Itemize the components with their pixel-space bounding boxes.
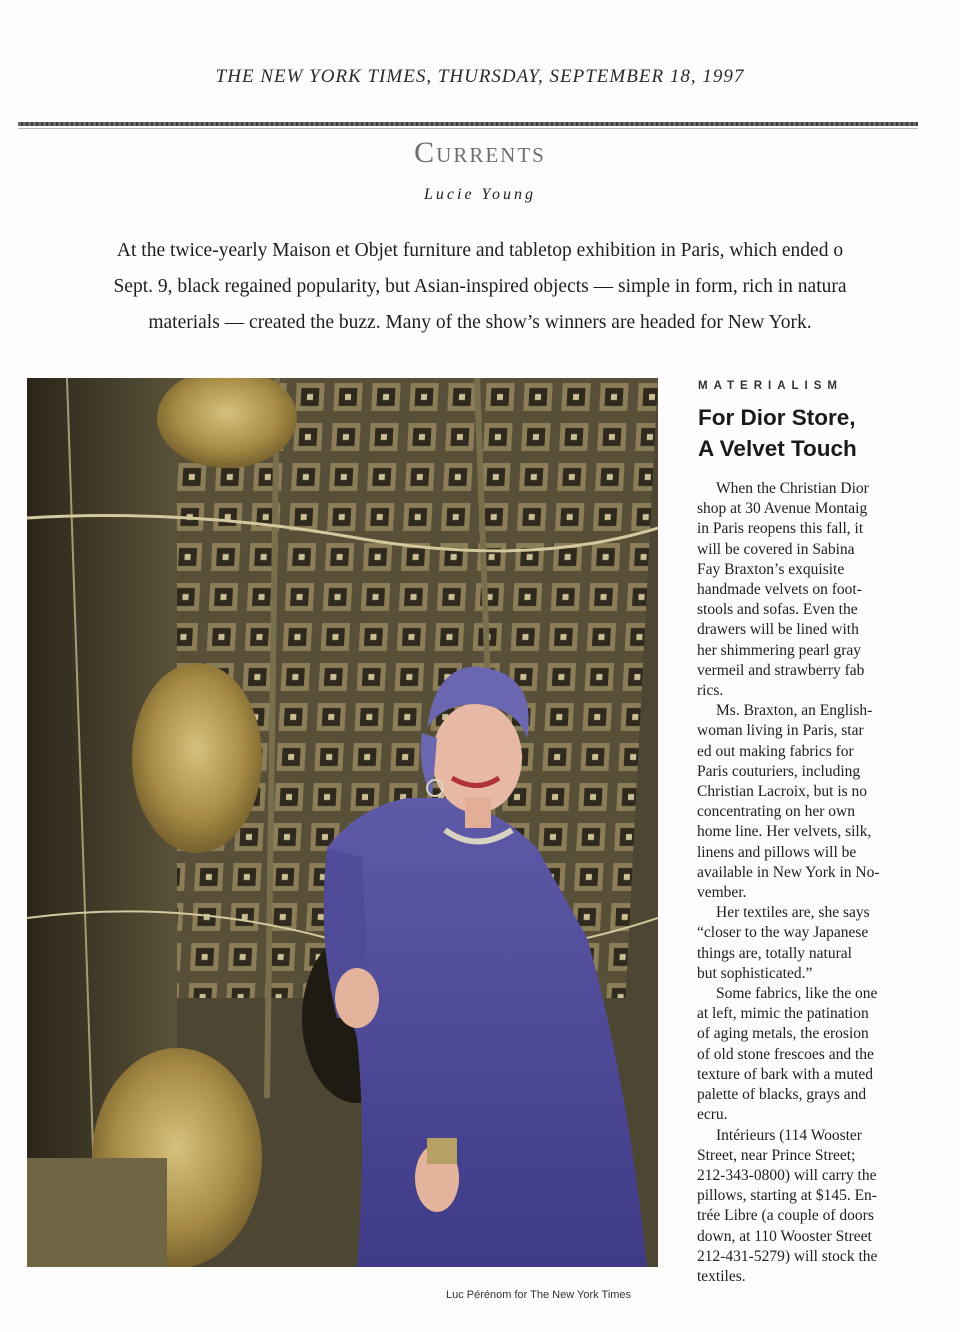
header-rule-thin: [18, 128, 918, 129]
body-line: things are, totally natural: [697, 944, 852, 962]
body-line: will be covered in Sabina: [697, 540, 855, 558]
body-line: stools and sofas. Even the: [697, 601, 858, 619]
sidebar-body: [697, 479, 945, 1287]
lead-line: At the twice-yearly Maison et Objet furniture and tabletop exhibition in Paris, which ended o: [116, 240, 844, 261]
body-line: woman living in Paris, star: [697, 722, 864, 740]
body-line: vember.: [697, 884, 747, 902]
body-line: Christian Lacroix, but is no: [697, 783, 868, 801]
sidebar-kicker: MATERIALISM: [698, 380, 844, 392]
body-line: her shimmering pearl gray: [697, 641, 861, 659]
body-line: Intérieurs (114 Wooster: [716, 1126, 862, 1144]
sidebar-headline: [698, 402, 938, 464]
body-line: down, at 110 Wooster Street: [697, 1227, 872, 1245]
body-line: home line. Her velvets, silk,: [697, 823, 872, 841]
photo-credit: Luc Pérénom for The New York Times: [446, 1289, 632, 1301]
body-line: ecru.: [697, 1106, 728, 1124]
body-line: but sophisticated.”: [697, 964, 813, 982]
body-line: 212-343-0800) will carry the: [697, 1166, 877, 1184]
header-rule: [18, 122, 918, 126]
body-line: textiles.: [697, 1267, 746, 1285]
byline: Lucie Young: [424, 186, 536, 203]
body-line: rics.: [697, 682, 724, 700]
photo: [27, 378, 658, 1267]
dateline: THE NEW YORK TIMES, THURSDAY, SEPTEMBER 18, 1997: [215, 66, 745, 87]
lead-line: materials — created the buzz. Many of the show’s winners are headed for New York.: [148, 312, 812, 333]
body-line: concentrating on her own: [697, 803, 855, 821]
body-line: Ms. Braxton, an English-: [716, 702, 873, 720]
body-line: in Paris reopens this fall, it: [697, 520, 864, 538]
headline-line: For Dior Store,: [698, 405, 856, 430]
section-title: Currents: [414, 136, 546, 169]
body-line: texture of bark with a muted: [697, 1065, 874, 1083]
body-line: handmade velvets on foot-: [697, 581, 862, 599]
body-line: of aging metals, the erosion: [697, 1025, 869, 1043]
body-line: of old stone frescoes and the: [697, 1045, 874, 1063]
body-line: Street, near Prince Street;: [697, 1146, 856, 1164]
body-line: ed out making fabrics for: [697, 742, 854, 760]
lead-line: Sept. 9, black regained popularity, but Asian-inspired objects — simple in form, rich in natura: [113, 276, 847, 297]
body-line: When the Christian Dior: [716, 480, 869, 497]
body-line: shop at 30 Avenue Montaig: [697, 500, 868, 518]
body-line: palette of blacks, grays and: [697, 1086, 867, 1104]
body-line: Fay Braxton’s exquisite: [697, 560, 845, 578]
lead-paragraph: [0, 233, 960, 341]
body-line: available in New York in No-: [697, 863, 880, 881]
body-line: at left, mimic the patination: [697, 1005, 869, 1023]
body-line: Some fabrics, like the one: [716, 985, 878, 1003]
body-line: 212-431-5279) will stock the: [697, 1247, 878, 1265]
body-line: “closer to the way Japanese: [697, 924, 869, 942]
body-line: vermeil and strawberry fab: [697, 661, 865, 679]
body-line: Paris couturiers, including: [697, 762, 861, 780]
body-line: linens and pillows will be: [697, 843, 857, 861]
body-line: drawers will be lined with: [697, 621, 859, 639]
headline-line: A Velvet Touch: [698, 436, 857, 461]
body-line: trée Libre (a couple of doors: [697, 1207, 874, 1225]
body-line: pillows, starting at $145. En-: [697, 1187, 877, 1205]
body-line: Her textiles are, she says: [716, 904, 870, 922]
